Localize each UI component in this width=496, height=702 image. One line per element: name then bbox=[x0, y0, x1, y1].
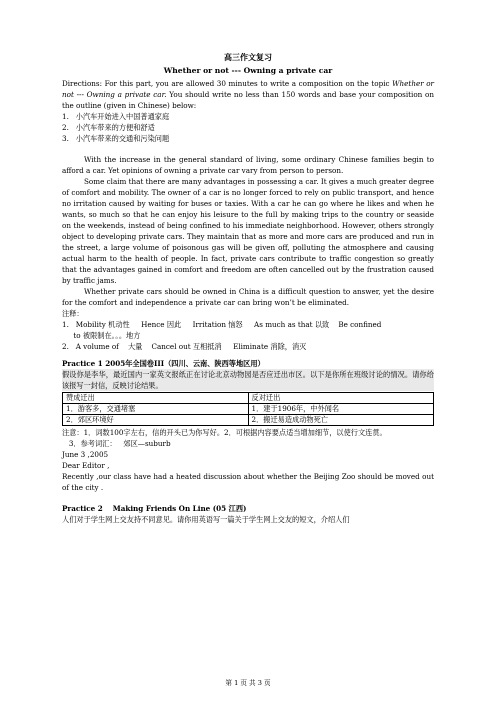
directions-paragraph bbox=[62, 78, 434, 111]
practice2-prompt: 人们对于学生网上交友持不同意见。请你用英语写一篇关于学生网上交友的短文，介绍人们 bbox=[62, 515, 350, 524]
table-cell: 2．郊区环境好 bbox=[63, 415, 249, 426]
list-item: 2. 小汽车带来的方便和舒适 bbox=[62, 123, 155, 132]
directions-text-end: You should write no less than 150 words and base your composition on the outline (given in Chinese) below: bbox=[62, 90, 435, 110]
table-row bbox=[63, 393, 434, 404]
essay-paragraph-2: Some claim that there are many advantages in possessing a car. It gives a much greater degree of comfort and mobility. The owner of a car is no longer forced to rely on public transport, and hence no irritation caused by waiting for buses or taxies. With a car he can go where he likes and when he wants, so much so that he can enjoy his leisure to the full by making trips to the country or seaside on the weekends, instead of being confined to his immediate neighborhood. However, others strongly object to developing private cars. They maintain that as more and more cars are produced and run in the street, a large volume of poisonous gas will be given off, polluting the atmosphere and causing actual harm to the health of people. In fact, private cars contribute to traffic congestion so greatly that the advantages gained in comfort and freedom are often cancelled out by the frustration caused by traffic jams. bbox=[62, 177, 434, 285]
table-row bbox=[63, 415, 434, 426]
letter-date: June 3 ,2005 bbox=[62, 450, 109, 459]
notes-line-1: 1. Mobility 机动性 Hence 因此 Irritation 恼怒 As much as that 以致 Be confined bbox=[62, 320, 382, 329]
essay-paragraph-3: Whether private cars should be owned in China is a difficult question to answer, yet the desire for the comfort and independence a private car can bring won’t be eliminated. bbox=[62, 287, 434, 307]
directions-text: For this part, you are allowed 30 minutes to write a composition on the topic bbox=[102, 79, 393, 88]
notes-line-2: to 被限制在。。。地方 bbox=[62, 331, 141, 340]
table-row bbox=[63, 404, 434, 415]
notes-line-3: 2. A volume of 大量 Cancel out 互相抵消 Eliminate 消除，消灭 bbox=[62, 342, 307, 351]
directions-topic: Whether or not --- Owning a private car. bbox=[62, 79, 434, 99]
practice1-table bbox=[62, 392, 434, 426]
table-cell: 2．搬迁易造成动物死亡 bbox=[248, 415, 434, 426]
practice1-note-1: 注意：1．词数100字左右，信的开头已为你写好。2．可根据内容要点适当增加细节，以使行文连贯。 bbox=[62, 428, 387, 437]
notes-label: 注释： bbox=[62, 309, 84, 318]
document-page bbox=[62, 52, 434, 525]
letter-salutation: Dear Editor , bbox=[62, 461, 110, 470]
table-cell: 1．游客多，交通堵塞 bbox=[63, 404, 249, 415]
letter-opening: Recently ,our class have had a heated discussion about whether the Beijing Zoo should be moved out of the city . bbox=[62, 472, 434, 492]
outline-list bbox=[62, 111, 434, 144]
directions-label: Directions: bbox=[62, 79, 103, 88]
page-footer: 第 1 页 共 3 页 bbox=[225, 679, 271, 687]
essay-paragraph-1: With the increase in the general standard of living, some ordinary Chinese families begin to afford a car. Yet opinions of owning a private car vary from person to person. bbox=[62, 155, 434, 175]
list-item: 3. 小汽车带来的交通和污染问题 bbox=[62, 134, 170, 143]
document-subtitle: Whether or not --- Owning a private car bbox=[163, 66, 333, 75]
table-header: 反对迁出 bbox=[248, 393, 434, 404]
table-cell: 1．建于1906年，中外闻名 bbox=[248, 404, 434, 415]
list-item: 1. 小汽车开始进入中国普通家庭 bbox=[62, 112, 170, 121]
practice1-note-2: 3．参考词汇： 郊区—suburb bbox=[62, 439, 171, 448]
document-title: 高三作文复习 bbox=[224, 52, 272, 62]
practice1-heading: Practice 1 2005年全国卷III（四川、云南、陕西等地区用） bbox=[62, 359, 265, 368]
table-header: 赞成迁出 bbox=[63, 393, 249, 404]
practice1-prompt: 假设你是李华，最近国内一家英文报纸正在讨论北京动物园是否应迁出市区。以下是你所在班级讨论的情况。请你给该报写一封信，反映讨论结果。 bbox=[62, 370, 434, 390]
practice2-heading: Practice 2 Making Friends On Line (05 江西) bbox=[62, 504, 247, 513]
